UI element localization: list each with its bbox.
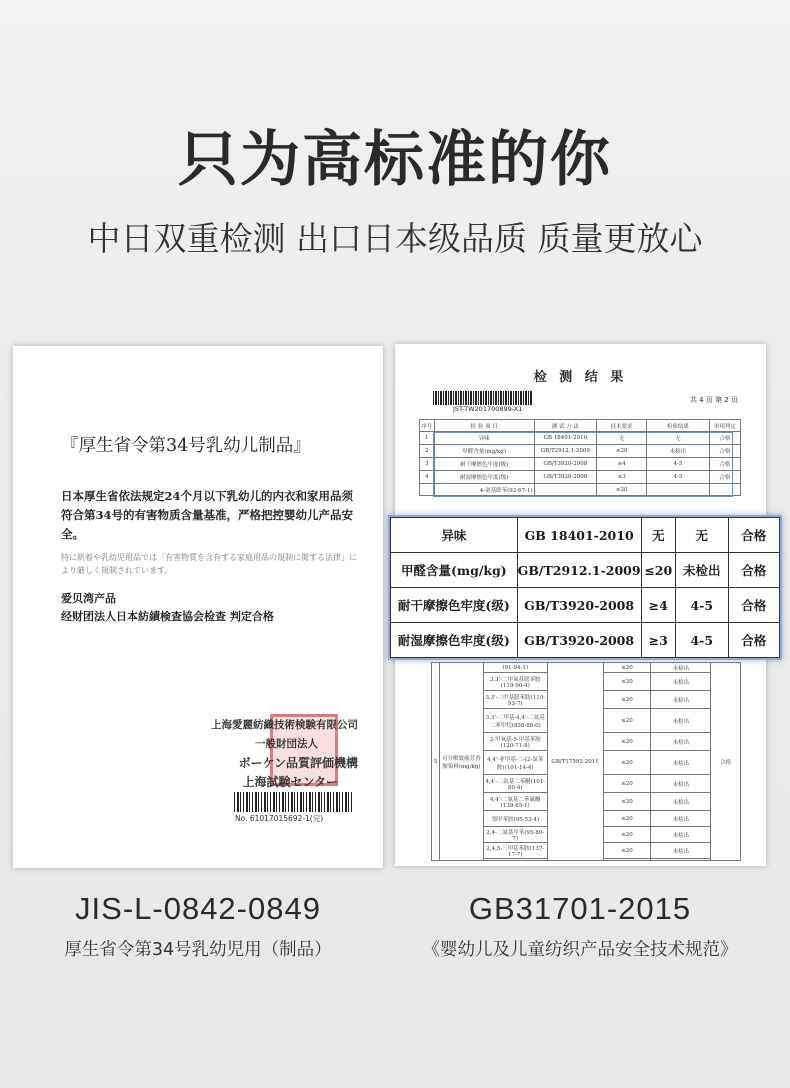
table-header: 序号	[420, 420, 435, 432]
table-header: 技术要求	[597, 420, 647, 432]
cell: 未检出	[651, 793, 711, 811]
cell: 4-5	[675, 623, 728, 658]
cell: 3	[420, 458, 435, 471]
cell: 合格	[709, 458, 740, 471]
page-subtitle: 中日双重检测 出口日本级品质 质量更放心	[87, 219, 703, 258]
cell: 未检出	[651, 751, 711, 775]
jis-code-caption: JIS-L-0842-0849	[75, 891, 321, 926]
cell: 2,4,5-三甲基苯胺(137-17-7)	[483, 843, 547, 859]
report-title: 检 测 结 果	[533, 370, 628, 385]
cell: 5	[432, 663, 440, 861]
cell: 未检出	[651, 663, 711, 673]
cell: 4-5	[675, 588, 728, 623]
cell: 甲醛含量(mg/kg)	[391, 553, 518, 588]
org-line-2: 经财团法人日本紡績検查協会检查 判定合格	[61, 610, 274, 623]
cell: GB/T3920-2008	[517, 588, 641, 623]
cell: 4,4'-亚甲基-二-(2-氯苯胺)(101-14-4)	[483, 751, 547, 775]
cell: 4-5	[647, 458, 710, 471]
cell: ≥3	[641, 623, 675, 658]
cell: 无	[641, 518, 675, 553]
cell: 未检出	[651, 843, 711, 859]
org-line-1: 爱贝湾产品	[61, 592, 116, 605]
gb-code-caption: GB31701-2015	[468, 891, 692, 926]
certificate-paragraph: 日本厚生省依法规定24个月以下乳幼儿的内衣和家用品须符合第34号的有害物质含量基准，严格把控婴幼儿产品安全。	[61, 489, 354, 541]
cell: 合格	[728, 518, 779, 553]
cell: 4-5	[647, 471, 710, 484]
cell: 未检出	[651, 733, 711, 751]
cell: ≤20	[603, 691, 651, 709]
cell: GB/T17592-2011	[547, 663, 603, 861]
cell: 合格	[709, 445, 740, 458]
cell: 无	[647, 432, 710, 445]
cell: ≤20	[603, 775, 651, 793]
cell	[603, 859, 651, 861]
certificate-org	[61, 590, 361, 626]
cell: 未检出	[651, 827, 711, 843]
report-code: JST-TW201700899-X1	[453, 405, 523, 413]
jis-desc-caption: 厚生省令第34号乳幼児用（制品）	[64, 940, 332, 960]
cell: 异味	[434, 432, 534, 445]
barcode-icon	[433, 391, 533, 405]
cell: ≤20	[641, 553, 675, 588]
cell: ≥4	[641, 588, 675, 623]
cell: ≤20	[603, 673, 651, 691]
cell: 2	[420, 445, 435, 458]
stamp-line: 一般財団法人	[255, 738, 318, 750]
cell: ≥4	[597, 458, 647, 471]
cell: ≤20	[603, 793, 651, 811]
cell: ≤20	[603, 751, 651, 775]
table-row	[391, 518, 780, 553]
cell	[651, 859, 711, 861]
table-header-row	[420, 420, 741, 432]
barcode-number: No. 61017015692-1(完)	[235, 814, 324, 823]
cell: GB/T3920-2008	[534, 458, 597, 471]
cell: GB 18401-2010	[534, 432, 597, 445]
stamp-line: 上海試験センター	[242, 775, 338, 789]
cell: 甲醛含量(mg/kg)	[434, 445, 534, 458]
table-row	[391, 553, 780, 588]
cell: 可分解致癌芳香胺染料(mg/kg)	[439, 663, 483, 861]
cell: 4-氨基联苯(92-67-1)	[434, 484, 534, 496]
cell: 合格	[709, 471, 740, 484]
cell: 无	[597, 432, 647, 445]
cell: 未检出	[651, 673, 711, 691]
highlight-box	[433, 432, 733, 497]
cell	[420, 484, 435, 496]
certificate-paragraph-jp: 特に肌着や乳幼児用品では「有害物質を含有する家庭用品の規制に関する法律」により厳しく規制されています。	[61, 553, 357, 575]
cell: GB/T3920-2008	[534, 471, 597, 484]
cell: ≤20	[603, 663, 651, 673]
cell: 合格	[711, 663, 741, 861]
table-row	[432, 663, 741, 673]
cell: ≤20	[603, 843, 651, 859]
issuer-stamp	[188, 716, 358, 792]
cell: GB 18401-2010	[517, 518, 641, 553]
table-header: 检 验 项 目	[434, 420, 534, 432]
jis-certificate	[13, 346, 383, 868]
amine-table	[431, 662, 741, 861]
cell: 4,4'-二氨基二苯硫醚(139-65-1)	[483, 793, 547, 811]
certificate-heading: 『厚生省令第34号乳幼儿制品』	[61, 436, 311, 456]
cell: GB/T3920-2008	[517, 623, 641, 658]
cell: ≥3	[597, 471, 647, 484]
cell: 未检出	[651, 811, 711, 827]
cell: 未检出	[651, 775, 711, 793]
cell	[483, 859, 547, 861]
gb-desc-caption: 《婴幼儿及儿童纺织产品安全技术规范》	[422, 940, 738, 960]
cell: 异味	[391, 518, 518, 553]
cell: ≤20	[597, 484, 647, 496]
cell: ≤20	[603, 733, 651, 751]
report-page: 共 4 页 第 2 页	[689, 396, 738, 404]
cell: 4	[420, 471, 435, 484]
cell: 耐干摩擦色牢度(级)	[391, 588, 518, 623]
cell: 1	[420, 432, 435, 445]
cell: 未检出	[651, 691, 711, 709]
table-row	[391, 588, 780, 623]
page-title: 只为高标准的你	[178, 125, 612, 195]
cell: 2,4-二氨基甲苯(95-80-7)	[483, 827, 547, 843]
cell: 合格	[709, 432, 740, 445]
cell: GB/T2912.1-2009	[517, 553, 641, 588]
cell: 3,3'-二甲基-4,4'-二氨基二苯甲烷(838-88-0)	[483, 709, 547, 733]
cell: ≤20	[603, 811, 651, 827]
cell: 2-甲氧基-5-甲基苯胺(120-71-8)	[483, 733, 547, 751]
table-header: 检验结果	[647, 420, 710, 432]
stamp-line: 上海愛麗紡織技術検験有限公司	[211, 719, 358, 731]
cell: ≤20	[603, 709, 651, 733]
cell: 合格	[728, 623, 779, 658]
cell: ≤20	[597, 445, 647, 458]
cell: ≤20	[603, 827, 651, 843]
cell: (91-94-1)	[483, 663, 547, 673]
cell: 耐干摩擦色牢度(级)	[434, 458, 534, 471]
cell: 耐湿摩擦色牢度(级)	[434, 471, 534, 484]
cell: 合格	[728, 553, 779, 588]
table-header: 测 试 方 法	[534, 420, 597, 432]
cell: 耐湿摩擦色牢度(级)	[391, 623, 518, 658]
cell: 未检出	[647, 445, 710, 458]
cell: 未检出	[675, 553, 728, 588]
barcode-icon	[234, 792, 354, 812]
table-header: 单项判定	[709, 420, 740, 432]
zoom-table	[390, 517, 780, 658]
zoomed-results-table	[388, 515, 782, 660]
table-row	[391, 623, 780, 658]
cell: 未检出	[651, 709, 711, 733]
cell: 邻甲苯胺(95-53-4)	[483, 811, 547, 827]
cell: 4,4'-二氨基二苯醚(101-80-4)	[483, 775, 547, 793]
stamp-line: ボーケン品質評価機構	[238, 756, 358, 770]
cell: 无	[675, 518, 728, 553]
cell: 合格	[728, 588, 779, 623]
cell: 3,3'-二甲基联苯胺(119-93-7)	[483, 691, 547, 709]
cell: GB/T2912.1-2009	[534, 445, 597, 458]
cell: 3,3'-二甲氧基联苯胺(119-90-4)	[483, 673, 547, 691]
